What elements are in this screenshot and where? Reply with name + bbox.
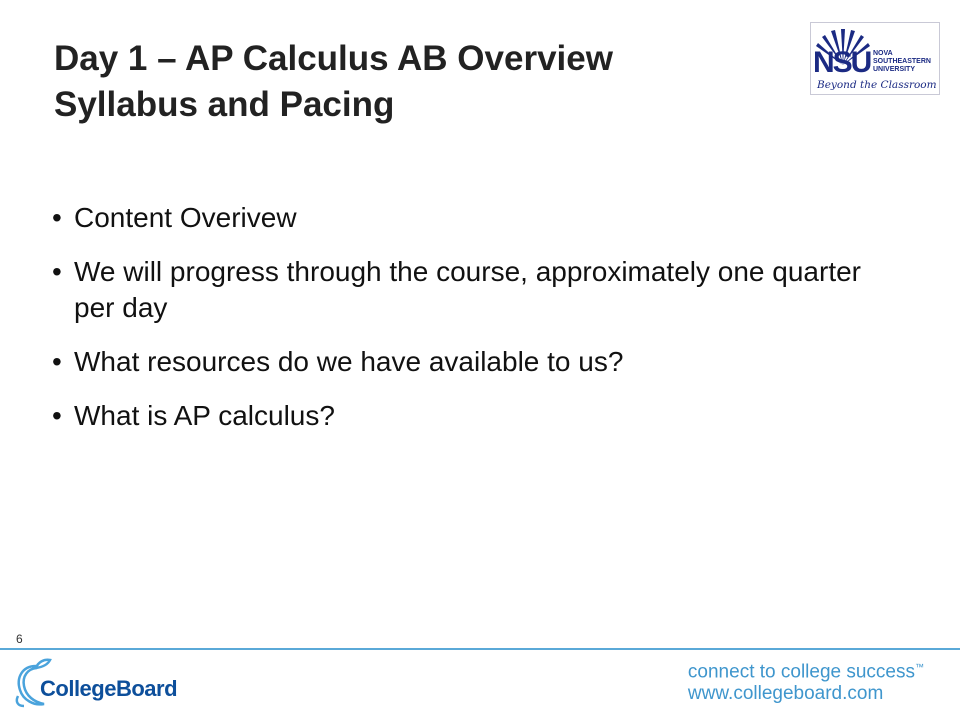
slide-title-line-2: Syllabus and Pacing [54,85,395,124]
nsu-name-line: SOUTHEASTERN [873,58,931,65]
footer-divider [0,648,960,650]
slide-title-line-1: Day 1 – AP Calculus AB Overview [54,39,613,78]
collegeboard-wordmark: CollegeBoard [40,676,178,701]
slide-title [54,36,774,128]
bullet-item [52,344,902,380]
bullet-text: Content Overivew [74,202,297,233]
bullet-marker: • [52,400,62,431]
bullet-marker: • [52,202,62,233]
bullet-item [52,200,902,236]
nsu-name-line: NOVA [873,50,893,57]
nsu-logo-mark: NSU [813,46,871,79]
page-number: 6 [16,632,23,646]
nsu-logo-name [873,50,931,74]
bullet-text: What is AP calculus? [74,400,335,431]
bullet-marker: • [52,346,62,377]
nsu-name-line: UNIVERSITY [873,66,916,73]
bullet-marker: • [52,256,62,287]
bullet-text: We will progress through the course, approximately one quarter per day [74,256,861,323]
bullet-text: What resources do we have available to us? [74,346,624,377]
footer-slogan [688,656,924,683]
nsu-logo-tagline: Beyond the Classroom [817,79,937,91]
trademark-symbol: ™ [915,662,924,672]
bullet-item [52,254,902,326]
bullet-list [52,200,902,452]
nsu-logo [810,22,940,95]
footer-slogan-text: connect to college success [687,661,915,683]
footer-tagline [688,656,924,705]
footer-url: www.collegeboard.com [687,683,884,705]
collegeboard-logo [14,656,214,708]
bullet-item [52,398,902,434]
